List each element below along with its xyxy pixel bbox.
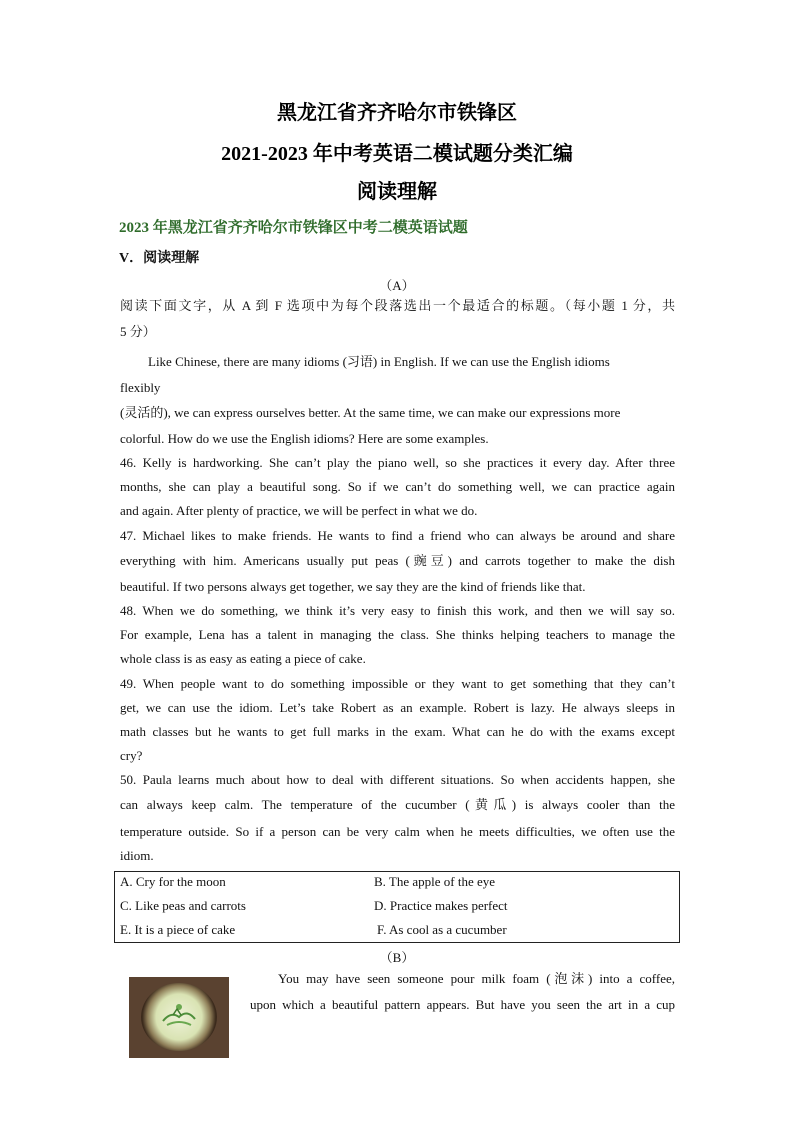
question-47-line: 47. Michael likes to make friends. He wants to find a friend who can always be around and share (120, 528, 675, 543)
section-title: 2023 年黑龙江省齐齐哈尔市铁锋区中考二模英语试题 (119, 220, 468, 236)
option-f: F. As cool as a cucumber (377, 922, 507, 937)
options-box (114, 871, 680, 943)
question-46-line: months, she can play a beautiful song. So if we can’t do something well, we can practice again (120, 479, 675, 494)
instructions-line: 阅读下面文字，从 A 到 F 选项中为每个段落选出一个最适合的标题。（每小题 1 分，共 (120, 298, 675, 313)
question-49-line: math classes but he wants to get full marks in the exam. What can he do with the exams except (120, 724, 675, 739)
question-49-line: cry? (120, 748, 143, 763)
question-50-line: temperature outside. So if a person can be very calm when he meets difficulties, we often use the (120, 824, 675, 839)
coffee-art-image (129, 977, 229, 1058)
intro-line: flexibly (120, 380, 161, 395)
intro-line: colorful. How do we use the English idioms? Here are some examples. (120, 431, 489, 446)
question-47-line: beautiful. If two persons always get together, we say they are the kind of friends like that. (120, 579, 586, 594)
option-d: D. Practice makes perfect (374, 898, 508, 913)
instructions-line: 5 分） (120, 324, 156, 339)
question-49-line: get, we can use the idiom. Let’s take Robert as an example. Robert is lazy. He always sleeps in (120, 700, 675, 715)
option-a: A. Cry for the moon (120, 874, 226, 889)
passage-a-label: （A） (379, 278, 415, 293)
question-46-line: 46. Kelly is hardworking. She can’t play the piano well, so she practices it every day. After three (120, 455, 675, 470)
passage-b-line: You may have seen someone pour milk foam (泡沫) into a coffee, (278, 971, 675, 986)
latte-art-icon (159, 1001, 199, 1027)
question-48-line: For example, Lena has a talent in managing the class. She thinks helping teachers to manage the (120, 627, 675, 642)
doc-title-exam: 2021-2023 年中考英语二模试题分类汇编 (221, 143, 573, 165)
option-c: C. Like peas and carrots (120, 898, 246, 913)
passage-b-label: （B） (379, 950, 415, 965)
doc-title-topic: 阅读理解 (357, 181, 437, 203)
part-label: V．阅读理解 (119, 251, 200, 266)
option-b: B. The apple of the eye (374, 874, 496, 889)
question-48-line: whole class is as easy as eating a piece of cake. (120, 651, 366, 666)
question-50-line: 50. Paula learns much about how to deal with different situations. So when accidents happen, she (120, 772, 675, 787)
intro-line: (灵活的), we can express ourselves better. At the same time, we can make our expressions more (120, 405, 621, 420)
intro-line: Like Chinese, there are many idioms (习语) in English. If we can use the English idioms (148, 354, 610, 369)
question-49-line: 49. When people want to do something impossible or they want to get something that they can’t (120, 676, 675, 691)
doc-title-region: 黑龙江省齐齐哈尔市铁锋区 (277, 102, 517, 124)
question-47-line: everything with him. Americans usually put peas (豌豆) and carrots together to make the dish (120, 553, 675, 568)
passage-b-line: upon which a beautiful pattern appears. But have you seen the art in a cup (250, 997, 675, 1012)
question-46-line: and again. After plenty of practice, we will be perfect in what we do. (120, 503, 478, 518)
question-48-line: 48. When we do something, we think it’s very easy to finish this work, and then we will say so. (120, 603, 675, 618)
question-50-line: can always keep calm. The temperature of the cucumber (黄瓜) is always cooler than the (120, 797, 675, 812)
question-50-line: idiom. (120, 848, 154, 863)
option-e: E. It is a piece of cake (120, 922, 236, 937)
